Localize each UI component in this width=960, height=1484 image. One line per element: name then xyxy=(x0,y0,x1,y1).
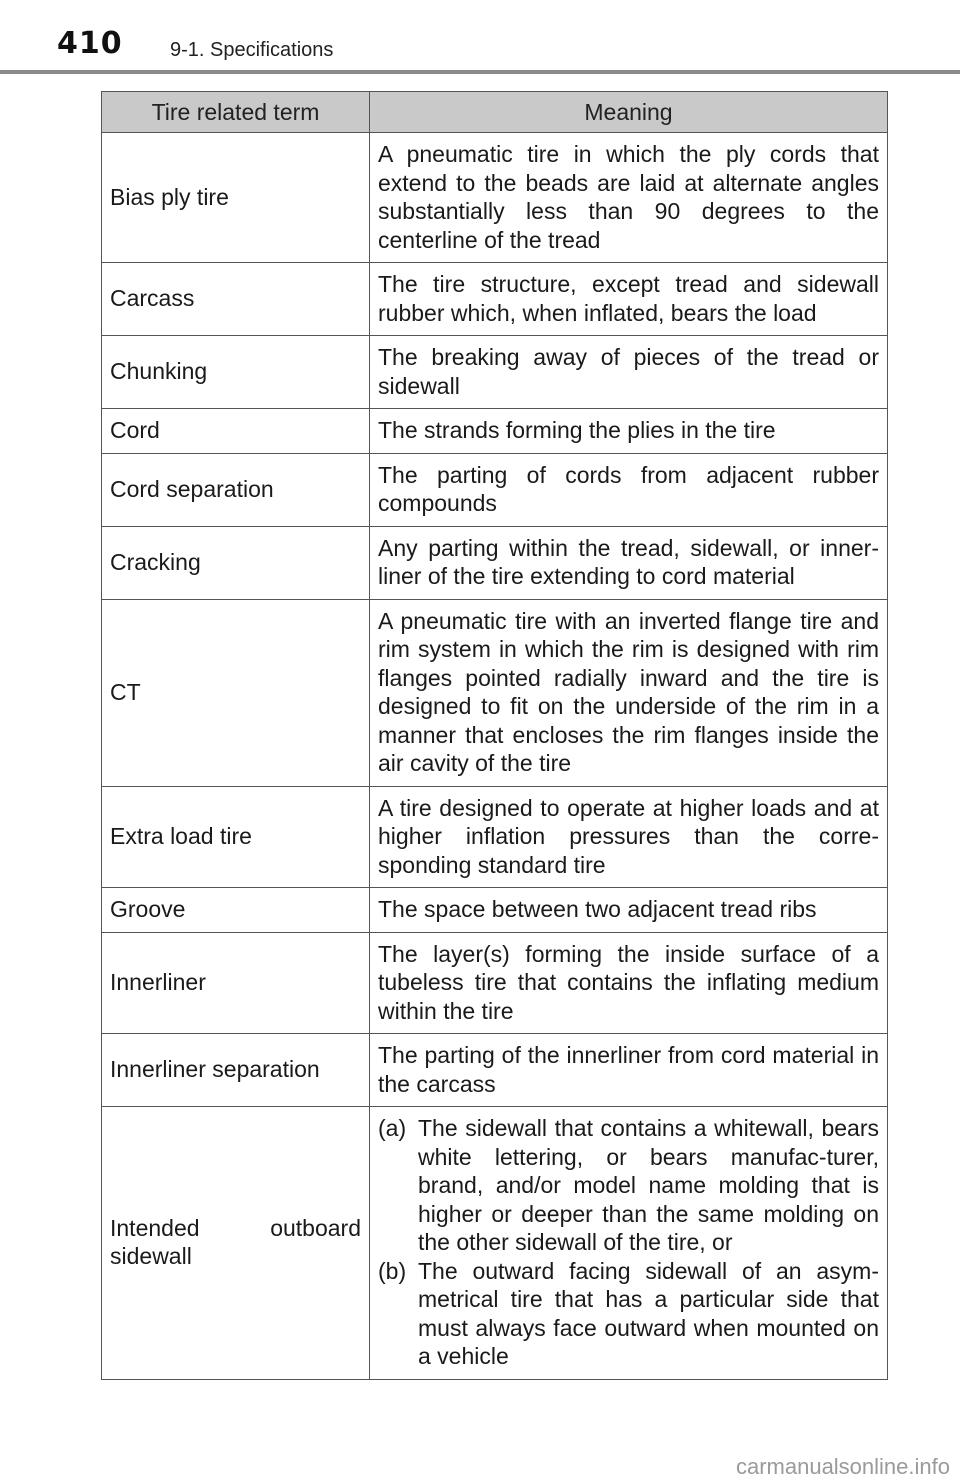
watermark: carmanualsonline.info xyxy=(735,1454,950,1479)
table-row xyxy=(102,1107,888,1380)
term-cell: CT xyxy=(102,599,370,786)
term-cell: Chunking xyxy=(102,336,370,409)
list-marker: (b) xyxy=(378,1257,407,1284)
table-row xyxy=(102,888,888,933)
table-header-row xyxy=(102,92,888,133)
table-row xyxy=(102,526,888,599)
meaning-cell: The space between two adjacent tread ribs xyxy=(370,888,888,933)
table-row xyxy=(102,133,888,263)
section-title: 9-1. Specifications xyxy=(170,39,334,61)
meaning-cell: A pneumatic tire in which the ply cords that extend to the beads are laid at alternate angles substantially less than 90 degrees to the centerline of the tread xyxy=(370,133,888,263)
meaning-cell: The breaking away of pieces of the tread or sidewall xyxy=(370,336,888,409)
list-item-text: The outward facing sidewall of an asym-metrical tire that has a particular side that must always face outward when mounted on a vehicle xyxy=(418,1257,879,1369)
term-cell: Extra load tire xyxy=(102,786,370,888)
list-marker: (a) xyxy=(378,1115,407,1141)
meaning-cell: The tire structure, except tread and sidewall rubber which, when inflated, bears the load xyxy=(370,263,888,336)
term-cell: Cracking xyxy=(102,526,370,599)
meaning-cell: The parting of cords from adjacent rubber compounds xyxy=(370,453,888,526)
page-number: 410 xyxy=(57,26,123,61)
column-header-meaning: Meaning xyxy=(370,92,888,133)
term-cell: Intended outboard sidewall xyxy=(102,1107,370,1380)
term-cell: Innerliner separation xyxy=(102,1034,370,1107)
term-cell: Bias ply tire xyxy=(102,133,370,263)
list-item xyxy=(378,1114,879,1257)
term-cell: Carcass xyxy=(102,263,370,336)
table-row xyxy=(102,263,888,336)
list-item xyxy=(378,1257,879,1371)
meaning-cell: A tire designed to operate at higher loads and at higher inflation pressures than the corre-sponding standard tire xyxy=(370,786,888,888)
meaning-cell xyxy=(370,1107,888,1380)
term-cell: Innerliner xyxy=(102,932,370,1034)
column-header-term: Tire related term xyxy=(102,92,370,133)
table-row xyxy=(102,786,888,888)
tire-terms-table xyxy=(101,91,888,1380)
page-header xyxy=(0,0,960,76)
meaning-cell: Any parting within the tread, sidewall, or inner-liner of the tire extending to cord material xyxy=(370,526,888,599)
definition-list xyxy=(378,1114,879,1371)
table-row xyxy=(102,453,888,526)
term-cell: Cord xyxy=(102,409,370,454)
term-cell: Groove xyxy=(102,888,370,933)
table-row xyxy=(102,336,888,409)
table-row xyxy=(102,932,888,1034)
meaning-cell: A pneumatic tire with an inverted flange tire and rim system in which the rim is designed with rim flanges pointed radially inward and the tire is designed to fit on the underside of the rim in a manner that encloses the rim flanges inside the air cavity of the tire xyxy=(370,599,888,786)
list-item-text: The sidewall that contains a whitewall, bears white lettering, or bears manufac-turer, brand, and/or model name molding that is higher or deeper than the same molding on the other sidewall of the tire, or xyxy=(418,1115,879,1255)
term-cell: Cord separation xyxy=(102,453,370,526)
meaning-cell: The layer(s) forming the inside surface of a tubeless tire that contains the inflating medium within the tire xyxy=(370,932,888,1034)
table-row xyxy=(102,599,888,786)
table-row xyxy=(102,1034,888,1107)
header-divider xyxy=(0,70,960,74)
meaning-cell: The strands forming the plies in the tire xyxy=(370,409,888,454)
table-row xyxy=(102,409,888,454)
meaning-cell: The parting of the innerliner from cord material in the carcass xyxy=(370,1034,888,1107)
